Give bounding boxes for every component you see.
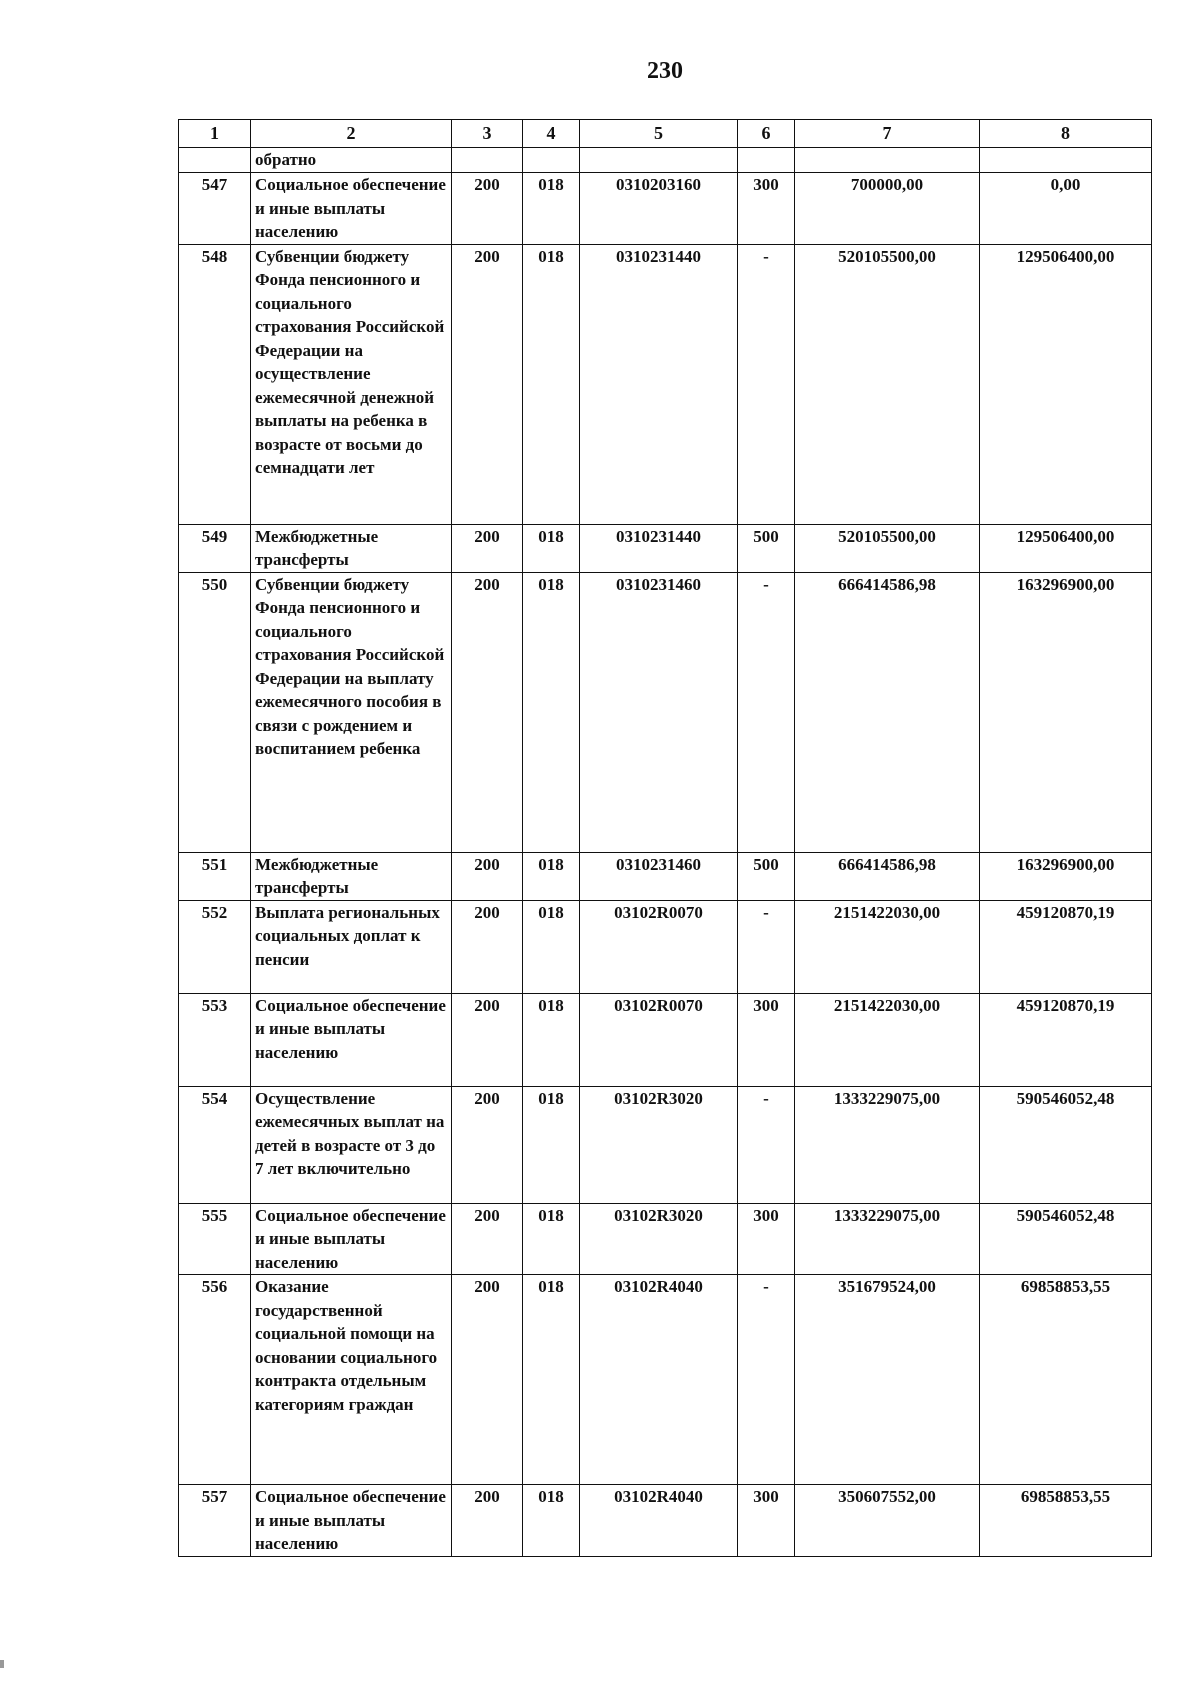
row-name: Социальное обеспечение и иные выплаты населению — [251, 1203, 452, 1275]
row-col6: - — [738, 1086, 795, 1203]
row-col3: 200 — [452, 1485, 523, 1557]
row-col8: 590546052,48 — [980, 1203, 1152, 1275]
row-name: Социальное обеспечение и иные выплаты населению — [251, 1485, 452, 1557]
row-name: Субвенции бюджету Фонда пенсионного и социального страхования Российской Федерации на осуществление ежемесячной денежной выплаты на ребенка в возрасте от восьми до семнадцати лет — [251, 244, 452, 524]
row-col8: 129506400,00 — [980, 524, 1152, 572]
row-col8: 69858853,55 — [980, 1275, 1152, 1485]
row-col4: 018 — [523, 993, 580, 1086]
header-cell-2: 2 — [251, 120, 452, 148]
row-col7: 520105500,00 — [795, 524, 980, 572]
row-col7: 1333229075,00 — [795, 1203, 980, 1275]
header-cell-6: 6 — [738, 120, 795, 148]
row-name: обратно — [251, 148, 452, 173]
row-number: 549 — [179, 524, 251, 572]
row-col6: 300 — [738, 173, 795, 245]
row-col4: 018 — [523, 852, 580, 900]
table-row — [179, 1275, 1152, 1485]
row-col8: 163296900,00 — [980, 852, 1152, 900]
row-col4: 018 — [523, 572, 580, 852]
row-col6: 500 — [738, 524, 795, 572]
header-cell-1: 1 — [179, 120, 251, 148]
scan-edge-mark — [0, 1660, 4, 1668]
row-col3: 200 — [452, 993, 523, 1086]
header-cell-3: 3 — [452, 120, 523, 148]
row-col5: 03102R3020 — [580, 1203, 738, 1275]
row-col4: 018 — [523, 1086, 580, 1203]
row-col5: 03102R0070 — [580, 900, 738, 993]
row-col8: 459120870,19 — [980, 993, 1152, 1086]
row-col7: 2151422030,00 — [795, 993, 980, 1086]
row-col7: 351679524,00 — [795, 1275, 980, 1485]
row-number: 556 — [179, 1275, 251, 1485]
row-col8: 459120870,19 — [980, 900, 1152, 993]
row-col7: 666414586,98 — [795, 852, 980, 900]
row-col6: - — [738, 900, 795, 993]
table-row — [179, 900, 1152, 993]
row-number: 547 — [179, 173, 251, 245]
row-number: 553 — [179, 993, 251, 1086]
row-number: 548 — [179, 244, 251, 524]
row-col3: 200 — [452, 852, 523, 900]
row-col3: 200 — [452, 244, 523, 524]
row-col4: 018 — [523, 524, 580, 572]
table-row — [179, 1203, 1152, 1275]
row-col6: 300 — [738, 1203, 795, 1275]
table-row — [179, 993, 1152, 1086]
row-number: 550 — [179, 572, 251, 852]
row-name: Социальное обеспечение и иные выплаты населению — [251, 173, 452, 245]
row-col6: - — [738, 572, 795, 852]
row-name: Субвенции бюджету Фонда пенсионного и социального страхования Российской Федерации на выплату ежемесячного пособия в связи с рождением и воспитанием ребенка — [251, 572, 452, 852]
row-col5: 03102R3020 — [580, 1086, 738, 1203]
row-col8: 129506400,00 — [980, 244, 1152, 524]
row-col5: 0310203160 — [580, 173, 738, 245]
header-cell-5: 5 — [580, 120, 738, 148]
row-col4: 018 — [523, 244, 580, 524]
row-col4: 018 — [523, 900, 580, 993]
row-col5: 0310231440 — [580, 244, 738, 524]
header-row — [179, 120, 1152, 148]
row-col4: 018 — [523, 1203, 580, 1275]
table-row — [179, 1086, 1152, 1203]
row-name: Выплата региональных социальных доплат к пенсии — [251, 900, 452, 993]
row-col4: 018 — [523, 1485, 580, 1557]
row-col6: 300 — [738, 1485, 795, 1557]
row-col8: 590546052,48 — [980, 1086, 1152, 1203]
row-number: 551 — [179, 852, 251, 900]
row-col4: 018 — [523, 1275, 580, 1485]
row-col8 — [980, 148, 1152, 173]
row-col3: 200 — [452, 1275, 523, 1485]
row-col7: 700000,00 — [795, 173, 980, 245]
row-number: 557 — [179, 1485, 251, 1557]
row-col3: 200 — [452, 1203, 523, 1275]
row-name: Осуществление ежемесячных выплат на детей в возрасте от 3 до 7 лет включительно — [251, 1086, 452, 1203]
row-col6: - — [738, 244, 795, 524]
row-col6: - — [738, 1275, 795, 1485]
row-name: Межбюджетные трансферты — [251, 524, 452, 572]
row-col3: 200 — [452, 173, 523, 245]
row-col7 — [795, 148, 980, 173]
row-col7: 1333229075,00 — [795, 1086, 980, 1203]
row-col3 — [452, 148, 523, 173]
header-cell-7: 7 — [795, 120, 980, 148]
row-col5: 03102R4040 — [580, 1485, 738, 1557]
row-col6: 300 — [738, 993, 795, 1086]
row-col5: 03102R0070 — [580, 993, 738, 1086]
table-row — [179, 148, 1152, 173]
table-row — [179, 244, 1152, 524]
table-row — [179, 852, 1152, 900]
header-cell-4: 4 — [523, 120, 580, 148]
row-number: 554 — [179, 1086, 251, 1203]
table-row — [179, 524, 1152, 572]
row-number — [179, 148, 251, 173]
row-col5: 0310231460 — [580, 572, 738, 852]
row-col4: 018 — [523, 173, 580, 245]
row-col5: 0310231460 — [580, 852, 738, 900]
table-row — [179, 1485, 1152, 1557]
row-col7: 350607552,00 — [795, 1485, 980, 1557]
row-col4 — [523, 148, 580, 173]
row-name: Оказание государственной социальной помощи на основании социального контракта отдельным категориям граждан — [251, 1275, 452, 1485]
row-number: 555 — [179, 1203, 251, 1275]
row-col5 — [580, 148, 738, 173]
row-col3: 200 — [452, 900, 523, 993]
row-col7: 2151422030,00 — [795, 900, 980, 993]
row-col6 — [738, 148, 795, 173]
row-col5: 0310231440 — [580, 524, 738, 572]
row-col6: 500 — [738, 852, 795, 900]
table-row — [179, 173, 1152, 245]
row-col8: 163296900,00 — [980, 572, 1152, 852]
row-number: 552 — [179, 900, 251, 993]
row-col8: 69858853,55 — [980, 1485, 1152, 1557]
row-col5: 03102R4040 — [580, 1275, 738, 1485]
row-col7: 520105500,00 — [795, 244, 980, 524]
row-name: Межбюджетные трансферты — [251, 852, 452, 900]
row-col7: 666414586,98 — [795, 572, 980, 852]
budget-table — [178, 119, 1152, 1557]
row-col3: 200 — [452, 524, 523, 572]
table-row — [179, 572, 1152, 852]
row-col3: 200 — [452, 572, 523, 852]
row-col8: 0,00 — [980, 173, 1152, 245]
header-cell-8: 8 — [980, 120, 1152, 148]
row-col3: 200 — [452, 1086, 523, 1203]
row-name: Социальное обеспечение и иные выплаты населению — [251, 993, 452, 1086]
page-number: 230 — [647, 58, 683, 84]
